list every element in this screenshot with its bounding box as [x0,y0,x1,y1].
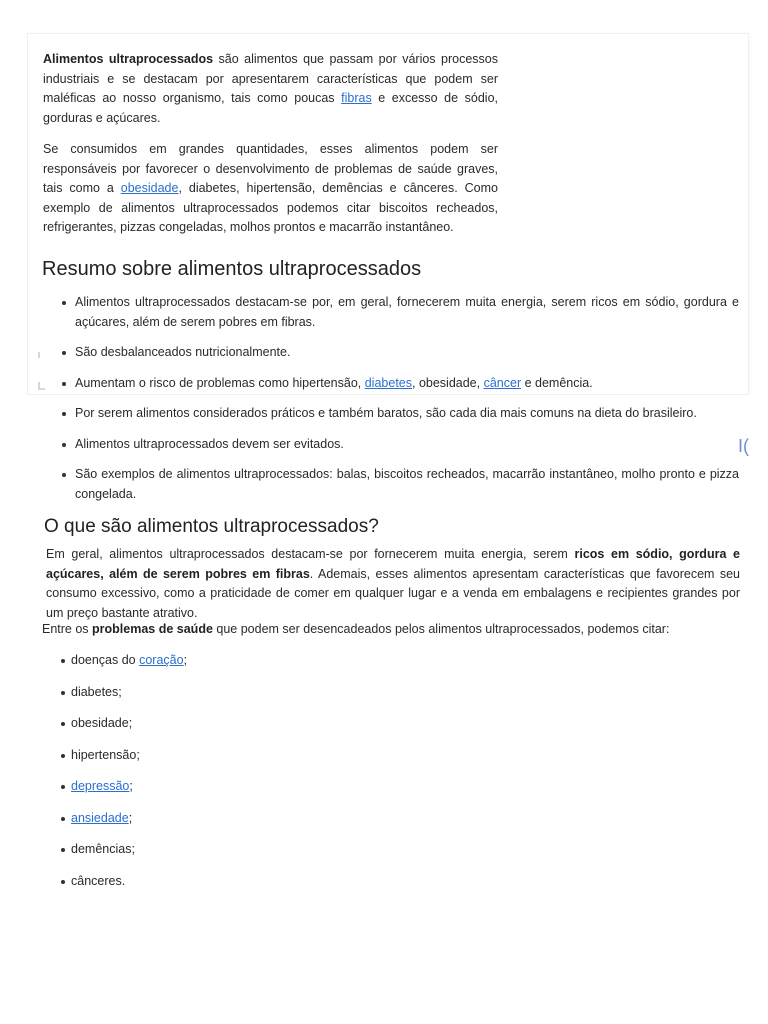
text-run: que podem ser desencadeados pelos alimentos ultraprocessados, podemos citar: [212,622,670,636]
list-item [61,435,739,455]
link-diabetes[interactable]: diabetes [364,375,412,390]
link-depressao[interactable]: depressão [71,779,130,793]
item-text: doenças do [71,653,140,667]
link-cancer[interactable]: câncer [483,375,522,390]
text-run: Entre os [42,622,93,636]
link-fibras[interactable]: fibras [341,91,372,105]
list-item [61,465,739,504]
list-item [60,840,360,860]
section-heading-oque: O que são alimentos ultraprocessados? [44,516,379,537]
list-item [60,872,360,892]
list-item [60,683,360,703]
link-coracao[interactable]: coração [139,653,184,667]
list-item [61,374,739,394]
item-text: Alimentos ultraprocessados devem ser evitados. [75,436,344,451]
list-item [60,777,360,797]
list-item [60,651,360,671]
item-text: ; [129,779,133,793]
text-run: , diabetes, hipertensão, demências e cânceres. Como exemplo de alimentos ultraprocessados podemos citar biscoitos recheados, refrigerantes, pizzas congeladas, molhos prontos e macarrão instantâneo. [43,181,498,234]
section-heading-resumo: Resumo sobre alimentos ultraprocessados [42,258,422,280]
intro-paragraph-2 [43,140,498,238]
item-text: cânceres. [71,873,126,888]
scan-mark [38,352,40,358]
list-item [60,746,360,766]
text-run: Se consumidos em grandes quantidades, esses alimentos podem ser responsáveis por favorecer o desenvolvimento de problemas de saúde graves, tais como a [43,142,498,195]
item-text: ; [128,810,133,825]
item-text: , obesidade, [412,375,484,390]
text-run: . Ademais, esses alimentos apresentam características que favorecem seu consumo excessivo, como a praticidade de comer em qualquer lugar e a venda em embalagens e recipientes grandes por um preço bastante atrativo. [46,566,741,620]
list-item [61,343,739,363]
list-item [60,809,360,829]
page-edge-glyph: I( [738,436,749,456]
text-run: são alimentos que passam por vários processos industriais e se destacam por apresentarem características que podem ser maléficas ao nosso organismo, tais como poucas [43,52,498,105]
item-text: São exemplos de alimentos ultraprocessados: balas, biscoitos recheados, macarrão instantâneo, molho pronto e pizza congelada. [75,467,739,501]
term-bold: Alimentos ultraprocessados [43,52,214,66]
item-text: Alimentos ultraprocessados destacam-se por, em geral, fornecerem muita energia, serem ricos em sódio, gordura e açúcares, além de serem pobres em fibras. [75,295,739,329]
item-text: diabetes; [71,684,122,699]
link-obesidade[interactable]: obesidade [120,181,179,195]
term-bold: ricos em sódio, gordura e açúcares, além de serem pobres em fibras [46,547,740,581]
item-text: e demência. [521,375,593,390]
problemas-intro [42,620,742,640]
item-text: obesidade; [71,716,133,730]
scan-mark [38,382,45,390]
text-run: Em geral, alimentos ultraprocessados destacam-se por fornecerem muita energia, serem [46,547,575,561]
intro-paragraph-1 [43,50,498,128]
text-run: e excesso de sódio, gorduras e açúcares. [43,91,498,125]
list-item [61,404,739,424]
problemas-list [60,651,360,903]
list-item [60,714,360,734]
item-text: São desbalanceados nutricionalmente. [75,345,291,359]
item-text: ; [183,653,188,667]
list-item [61,293,739,332]
item-text: Por serem alimentos considerados práticos e também baratos, são cada dia mais comuns na dieta do brasileiro. [75,406,697,420]
oque-paragraph [46,545,740,623]
resumo-list [61,293,739,515]
item-text: hipertensão; [71,747,140,762]
term-bold: problemas de saúde [92,622,213,636]
link-ansiedade[interactable]: ansiedade [71,810,129,825]
item-text: demências; [71,842,135,856]
item-text: Aumentam o risco de problemas como hipertensão, [75,375,365,390]
